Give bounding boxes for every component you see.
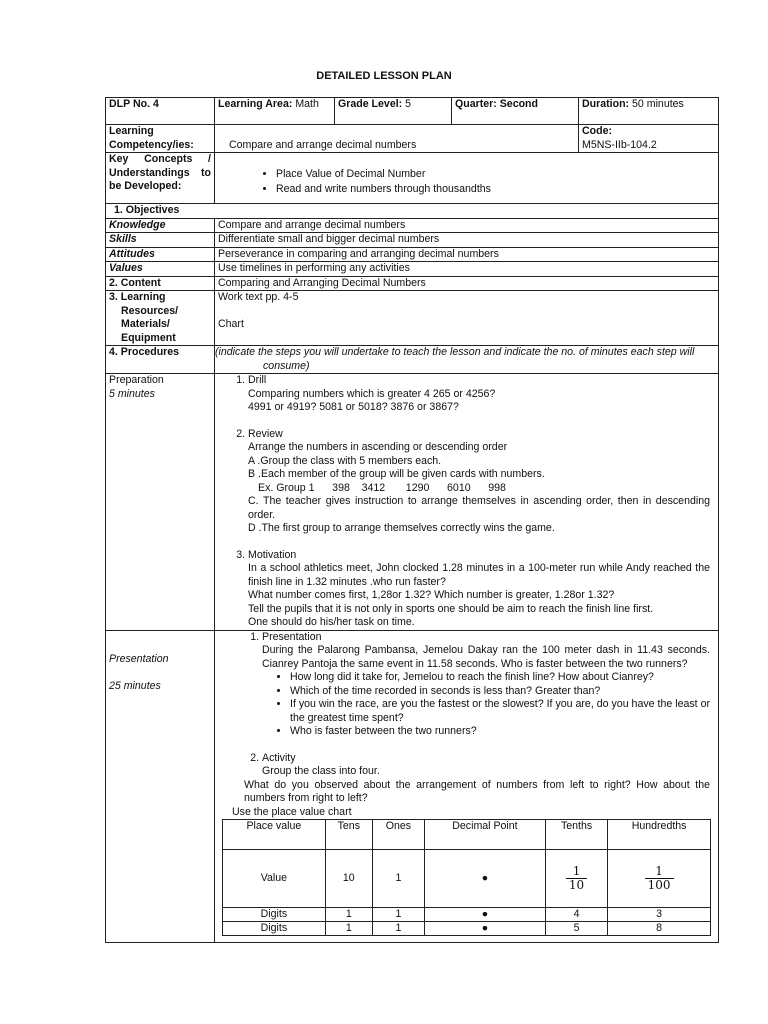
quarter: Quarter: Second <box>452 98 579 125</box>
competency-code: Code: M5NS-IIb-104.2 <box>579 125 719 153</box>
content-value: Comparing and Arranging Decimal Numbers <box>215 276 719 291</box>
objectives-heading: 1. Objectives <box>106 204 719 219</box>
attitudes-value: Perseverance in comparing and arranging decimal numbers <box>215 247 719 262</box>
skills-row <box>106 233 719 248</box>
header-row <box>106 98 719 125</box>
competency-row <box>106 125 719 153</box>
key-concepts-row <box>106 153 719 204</box>
skills-label: Skills <box>106 233 215 248</box>
knowledge-value: Compare and arrange decimal numbers <box>215 218 719 233</box>
fraction-tenths: $\frac{1}{10}$ <box>566 865 587 892</box>
knowledge-label: Knowledge <box>106 218 215 233</box>
duration: Duration: 50 minutes <box>579 98 719 125</box>
learning-area: Learning Area: Math <box>215 98 335 125</box>
values-value: Use timelines in performing any activities <box>215 262 719 277</box>
resources-row <box>106 291 719 346</box>
attitudes-row <box>106 247 719 262</box>
motivation-step: 3. Motivation In a school athletics meet, John clocked 1.28 minutes in a 100-meter run while Andy reached the finish line in 1.32 minutes .who run faster? What number comes first, 1,28or 1.32? Which number is greater, 1.28or 1.32? Tell the pupils that it is not only in sports one should be aim to reach the finish line first. One should do his/her task on time. <box>248 549 710 630</box>
presentation-step: 1. Presentation During the Palarong Pambansa, Jemelou Dakay ran the 100 meter dash in 11.43 seconds. Cianrey Pantoja the same event in 11.58 seconds. Who is faster between the two runners? <box>262 631 710 672</box>
document-title: DETAILED LESSON PLAN <box>316 70 452 82</box>
key-concepts-list <box>215 153 719 204</box>
list-item: • Read and write numbers through thousandths <box>276 183 715 197</box>
dlp-number: DLP No. 4 <box>106 98 215 125</box>
presentation-label: Presentation 25 minutes <box>106 630 215 943</box>
procedures-row <box>106 346 719 374</box>
presentation-steps: 1. Presentation During the Palarong Pambansa, Jemelou Dakay ran the 100 meter dash in 11.43 seconds. Cianrey Pantoja the same event in 11.58 seconds. Who is faster between the two runners? • How long did it take for, Jemelou to reach the finish line? How about Cianrey? • Which of the time recorded in seconds is less than? Greater than? • If you win the race, are you the fastest or the slowest? If you are, do you have the least or the greatest time spent? • Who is faster between the two runners? 2. Activity Group the class into four. What do you observed about the arrangement of numbers from left to right? How about the numbers from right to left? Use the place value chart Place value Tens Ones Decimal Point Tenths Hundredths Value 10 1 ● $\frac{1}{10}$ $\frac{1}{100}$ Digits 1 1 ● 4 3 Digits 1 1 ● 5 8 <box>215 630 719 943</box>
table-row: Value 10 1 ● $\frac{1}{10}$ $\frac{1}{100}$ <box>223 850 711 908</box>
drill-step: 1. Drill Comparing numbers which is greater 4 265 or 4256? 4991 or 4919? 5081 or 5018? 3876 or 3867? <box>248 374 710 415</box>
preparation-steps <box>215 374 719 631</box>
list-item: • Who is faster between the two runners? <box>290 725 710 739</box>
lesson-plan-table <box>105 97 719 943</box>
values-row <box>106 262 719 277</box>
competency-label: Learning Competency/ies: <box>106 125 215 153</box>
procedures-note: (indicate the steps you will undertake to teach the lesson and indicate the no. of minutes each step will consume) <box>215 346 719 374</box>
list-item: • Place Value of Decimal Number <box>276 168 715 182</box>
attitudes-label: Attitudes <box>106 247 215 262</box>
competency-value: Compare and arrange decimal numbers <box>215 125 579 153</box>
preparation-row <box>106 374 719 631</box>
values-label: Values <box>106 262 215 277</box>
grade-level: Grade Level: 5 <box>335 98 452 125</box>
list-item: • Which of the time recorded in seconds is less than? Greater than? <box>290 685 710 699</box>
key-concepts-label: Key Concepts / Understandings to be Developed: <box>106 153 215 204</box>
review-step: 2. Review Arrange the numbers in ascending or descending order A .Group the class with 5 members each. B .Each member of the group will be given cards with numbers. Ex. Group 1 398 3412 1290 6010 998 C. The teacher gives instruction to arrange themselves in ascending order, then in descending order. D .The first group to arrange themselves correctly wins the game. <box>248 428 710 536</box>
activity-step: 2. Activity Group the class into four. <box>262 752 710 779</box>
knowledge-row <box>106 218 719 233</box>
list-item: • How long did it take for, Jemelou to reach the finish line? How about Cianrey? <box>290 671 710 685</box>
resources-label: 3. Learning Resources/ Materials/ Equipment <box>106 291 215 346</box>
resources-value: Work text pp. 4-5 Chart <box>215 291 719 346</box>
place-value-table <box>222 819 711 936</box>
objectives-row <box>106 204 719 219</box>
table-header-row: Place value Tens Ones Decimal Point Tenths Hundredths <box>223 820 711 850</box>
table-row: Digits 1 1 ● 5 8 <box>223 922 711 936</box>
list-item: • If you win the race, are you the fastest or the slowest? If you are, do you have the least or the greatest time spent? <box>290 698 710 725</box>
preparation-label: Preparation 5 minutes <box>106 374 215 631</box>
skills-value: Differentiate small and bigger decimal numbers <box>215 233 719 248</box>
content-row <box>106 276 719 291</box>
fraction-hundredths: $\frac{1}{100}$ <box>645 865 674 892</box>
table-row: Digits 1 1 ● 4 3 <box>223 908 711 922</box>
presentation-row <box>106 630 719 943</box>
procedures-label: 4. Procedures <box>106 346 215 374</box>
content-label: 2. Content <box>106 276 215 291</box>
